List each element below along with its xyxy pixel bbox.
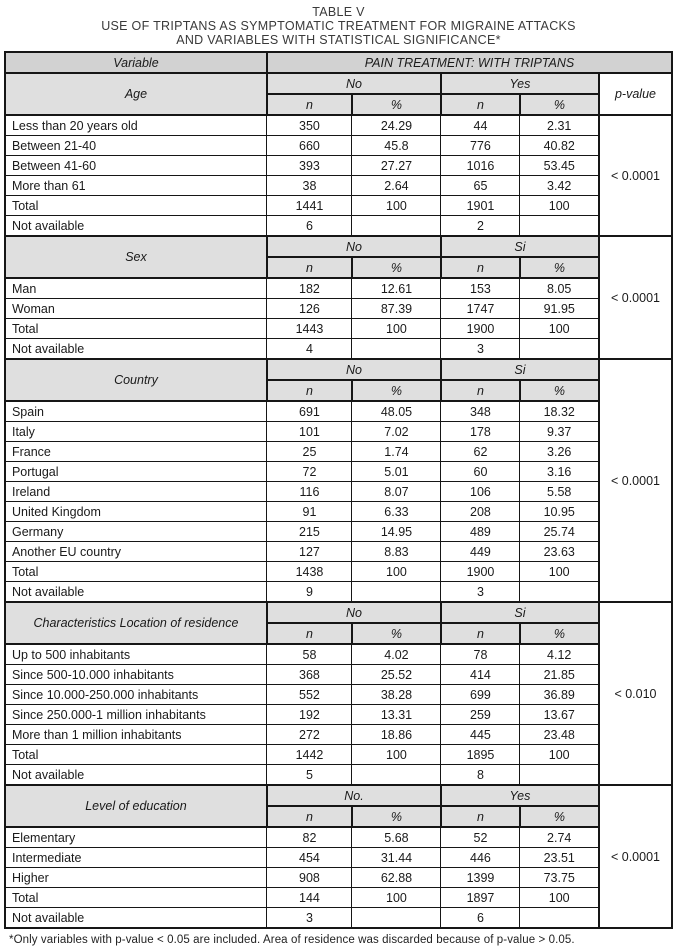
- group-no-header-cell: No: [267, 602, 441, 623]
- data-cell: 1438: [267, 562, 352, 582]
- data-cell: 1901: [441, 196, 520, 216]
- table-row: [5, 542, 672, 562]
- row-label-cell: Woman: [5, 299, 267, 319]
- data-cell: 153: [441, 278, 520, 299]
- data-cell: 368: [267, 665, 352, 685]
- n-header-cell: n: [267, 94, 352, 115]
- row-label-cell: Since 250.000-1 million inhabitants: [5, 705, 267, 725]
- n-header-cell: n: [267, 806, 352, 827]
- row-label-cell: Less than 20 years old: [5, 115, 267, 136]
- section-header-row: [5, 359, 672, 380]
- data-cell: 3: [441, 339, 520, 360]
- data-cell: 100: [520, 745, 599, 765]
- table-header-row: [5, 52, 672, 73]
- data-cell: 126: [267, 299, 352, 319]
- table-row: [5, 156, 672, 176]
- data-cell: 8.05: [520, 278, 599, 299]
- pct-header-cell: %: [352, 380, 441, 401]
- row-label-cell: Total: [5, 888, 267, 908]
- data-cell: 106: [441, 482, 520, 502]
- data-cell: 1443: [267, 319, 352, 339]
- section-header-row: [5, 785, 672, 806]
- table-row: [5, 685, 672, 705]
- section-header-cell: Level of education: [5, 785, 267, 827]
- data-cell: 36.89: [520, 685, 599, 705]
- table-row: [5, 745, 672, 765]
- data-cell: [520, 908, 599, 929]
- data-cell: 23.48: [520, 725, 599, 745]
- data-cell: 73.75: [520, 868, 599, 888]
- pct-header-cell: %: [520, 94, 599, 115]
- pct-header-cell: %: [520, 806, 599, 827]
- data-cell: 100: [520, 196, 599, 216]
- data-cell: 127: [267, 542, 352, 562]
- data-cell: 1900: [441, 562, 520, 582]
- data-cell: 82: [267, 827, 352, 848]
- data-cell: 1895: [441, 745, 520, 765]
- data-cell: 24.29: [352, 115, 441, 136]
- data-cell: 4: [267, 339, 352, 360]
- data-cell: 13.67: [520, 705, 599, 725]
- data-table: [4, 51, 673, 929]
- table-row: [5, 299, 672, 319]
- row-label-cell: Italy: [5, 422, 267, 442]
- row-label-cell: Portugal: [5, 462, 267, 482]
- data-cell: 52: [441, 827, 520, 848]
- table-row: [5, 522, 672, 542]
- row-label-cell: Total: [5, 562, 267, 582]
- data-cell: 87.39: [352, 299, 441, 319]
- data-cell: 23.51: [520, 848, 599, 868]
- table-row: [5, 462, 672, 482]
- data-cell: 101: [267, 422, 352, 442]
- pct-header-cell: %: [352, 806, 441, 827]
- table-row: [5, 765, 672, 786]
- data-cell: 414: [441, 665, 520, 685]
- group-yes-header-cell: Si: [441, 359, 599, 380]
- row-label-cell: Ireland: [5, 482, 267, 502]
- data-cell: 348: [441, 401, 520, 422]
- data-cell: 44: [441, 115, 520, 136]
- section-header-cell: Country: [5, 359, 267, 401]
- data-cell: 3.42: [520, 176, 599, 196]
- data-cell: 776: [441, 136, 520, 156]
- pvalue-cell: < 0.0001: [599, 236, 672, 359]
- pct-header-cell: %: [520, 623, 599, 644]
- table-row: [5, 562, 672, 582]
- table-row: [5, 705, 672, 725]
- data-cell: 449: [441, 542, 520, 562]
- data-cell: 18.86: [352, 725, 441, 745]
- row-label-cell: Between 41-60: [5, 156, 267, 176]
- data-cell: [352, 765, 441, 786]
- data-cell: 3: [267, 908, 352, 929]
- table-row: [5, 582, 672, 603]
- data-cell: 6: [267, 216, 352, 237]
- n-header-cell: n: [441, 806, 520, 827]
- data-cell: 699: [441, 685, 520, 705]
- data-cell: 1900: [441, 319, 520, 339]
- section-header-cell: Age: [5, 73, 267, 115]
- group-no-header-cell: No: [267, 359, 441, 380]
- row-label-cell: Another EU country: [5, 542, 267, 562]
- data-cell: 100: [352, 888, 441, 908]
- table-row: [5, 725, 672, 745]
- table-row: [5, 908, 672, 929]
- row-label-cell: Between 21-40: [5, 136, 267, 156]
- data-cell: 215: [267, 522, 352, 542]
- section-header-row: [5, 602, 672, 623]
- table-row: [5, 319, 672, 339]
- data-cell: 3.26: [520, 442, 599, 462]
- data-cell: 40.82: [520, 136, 599, 156]
- data-cell: 10.95: [520, 502, 599, 522]
- data-cell: 91.95: [520, 299, 599, 319]
- data-cell: 445: [441, 725, 520, 745]
- data-cell: [352, 216, 441, 237]
- data-cell: 14.95: [352, 522, 441, 542]
- data-cell: 1747: [441, 299, 520, 319]
- data-cell: 5.58: [520, 482, 599, 502]
- group-no-header-cell: No: [267, 73, 441, 94]
- row-label-cell: Germany: [5, 522, 267, 542]
- data-cell: 12.61: [352, 278, 441, 299]
- n-header-cell: n: [441, 380, 520, 401]
- row-label-cell: Not available: [5, 339, 267, 360]
- data-cell: 2: [441, 216, 520, 237]
- row-label-cell: Since 10.000-250.000 inhabitants: [5, 685, 267, 705]
- table-row: [5, 502, 672, 522]
- table-row: [5, 422, 672, 442]
- data-cell: 65: [441, 176, 520, 196]
- data-cell: 2.64: [352, 176, 441, 196]
- table-row: [5, 868, 672, 888]
- row-label-cell: Total: [5, 745, 267, 765]
- data-cell: 208: [441, 502, 520, 522]
- data-cell: 38.28: [352, 685, 441, 705]
- data-cell: 8: [441, 765, 520, 786]
- data-cell: 116: [267, 482, 352, 502]
- data-cell: 5.01: [352, 462, 441, 482]
- data-cell: 58: [267, 644, 352, 665]
- data-cell: 6.33: [352, 502, 441, 522]
- data-cell: 100: [352, 319, 441, 339]
- section-header-cell: Sex: [5, 236, 267, 278]
- data-cell: 25.74: [520, 522, 599, 542]
- row-label-cell: Intermediate: [5, 848, 267, 868]
- data-cell: 3: [441, 582, 520, 603]
- row-label-cell: Total: [5, 196, 267, 216]
- table-caption-line-1: USE OF TRIPTANS AS SYMPTOMATIC TREATMENT FOR MIGRAINE ATTACKS: [101, 19, 576, 33]
- data-cell: 182: [267, 278, 352, 299]
- data-cell: 9.37: [520, 422, 599, 442]
- table-row: [5, 665, 672, 685]
- data-cell: 48.05: [352, 401, 441, 422]
- data-cell: 1442: [267, 745, 352, 765]
- data-cell: 192: [267, 705, 352, 725]
- data-cell: 9: [267, 582, 352, 603]
- row-label-cell: Elementary: [5, 827, 267, 848]
- row-label-cell: Spain: [5, 401, 267, 422]
- data-cell: 1016: [441, 156, 520, 176]
- data-cell: 100: [352, 745, 441, 765]
- data-cell: 259: [441, 705, 520, 725]
- section-header-row: [5, 73, 672, 94]
- data-cell: 23.63: [520, 542, 599, 562]
- group-yes-header-cell: Si: [441, 236, 599, 257]
- data-cell: 908: [267, 868, 352, 888]
- data-cell: 100: [520, 319, 599, 339]
- pct-header-cell: %: [520, 257, 599, 278]
- data-cell: 272: [267, 725, 352, 745]
- data-cell: 1897: [441, 888, 520, 908]
- data-cell: 2.74: [520, 827, 599, 848]
- pct-header-cell: %: [352, 623, 441, 644]
- data-cell: 393: [267, 156, 352, 176]
- data-cell: [352, 339, 441, 360]
- data-cell: 8.07: [352, 482, 441, 502]
- treatment-header-cell: PAIN TREATMENT: WITH TRIPTANS: [267, 52, 672, 73]
- table-caption-line-2: AND VARIABLES WITH STATISTICAL SIGNIFICANCE*: [176, 33, 501, 47]
- row-label-cell: United Kingdom: [5, 502, 267, 522]
- data-cell: 144: [267, 888, 352, 908]
- table-row: [5, 196, 672, 216]
- data-cell: [520, 765, 599, 786]
- n-header-cell: n: [267, 257, 352, 278]
- row-label-cell: Not available: [5, 765, 267, 786]
- data-cell: [520, 339, 599, 360]
- table-row: [5, 278, 672, 299]
- data-cell: 60: [441, 462, 520, 482]
- data-cell: 100: [352, 196, 441, 216]
- data-cell: 13.31: [352, 705, 441, 725]
- group-yes-header-cell: Si: [441, 602, 599, 623]
- data-cell: 8.83: [352, 542, 441, 562]
- pvalue-cell: < 0.010: [599, 602, 672, 785]
- n-header-cell: n: [441, 257, 520, 278]
- table-row: [5, 442, 672, 462]
- row-label-cell: Total: [5, 319, 267, 339]
- footnote: *Only variables with p-value < 0.05 are included. Area of residence was discarded because of p-value > 0.05.: [9, 934, 575, 946]
- pvalue-header-cell: p-value: [599, 73, 672, 115]
- row-label-cell: Not available: [5, 582, 267, 603]
- data-cell: 446: [441, 848, 520, 868]
- data-cell: [520, 582, 599, 603]
- data-cell: 454: [267, 848, 352, 868]
- table-row: [5, 176, 672, 196]
- data-cell: 38: [267, 176, 352, 196]
- data-cell: 100: [520, 562, 599, 582]
- row-label-cell: Not available: [5, 908, 267, 929]
- group-yes-header-cell: Yes: [441, 73, 599, 94]
- table-body: [5, 52, 672, 928]
- data-cell: [352, 908, 441, 929]
- data-cell: 4.02: [352, 644, 441, 665]
- table-row: [5, 115, 672, 136]
- row-label-cell: Man: [5, 278, 267, 299]
- data-cell: 660: [267, 136, 352, 156]
- data-cell: [352, 582, 441, 603]
- table-title: [0, 0, 677, 47]
- data-cell: 62.88: [352, 868, 441, 888]
- table-row: [5, 848, 672, 868]
- data-cell: 72: [267, 462, 352, 482]
- data-cell: 3.16: [520, 462, 599, 482]
- data-cell: 1.74: [352, 442, 441, 462]
- data-cell: 100: [352, 562, 441, 582]
- data-cell: 31.44: [352, 848, 441, 868]
- section-header-row: [5, 236, 672, 257]
- table-row: [5, 401, 672, 422]
- n-header-cell: n: [267, 623, 352, 644]
- table-row: [5, 827, 672, 848]
- data-cell: 6: [441, 908, 520, 929]
- group-no-header-cell: No.: [267, 785, 441, 806]
- row-label-cell: Not available: [5, 216, 267, 237]
- data-cell: 178: [441, 422, 520, 442]
- table-row: [5, 888, 672, 908]
- data-cell: 350: [267, 115, 352, 136]
- data-cell: [520, 216, 599, 237]
- pvalue-cell: < 0.0001: [599, 115, 672, 236]
- data-cell: 7.02: [352, 422, 441, 442]
- table-row: [5, 644, 672, 665]
- pct-header-cell: %: [520, 380, 599, 401]
- data-cell: 5.68: [352, 827, 441, 848]
- data-cell: 100: [520, 888, 599, 908]
- data-cell: 21.85: [520, 665, 599, 685]
- table-row: [5, 482, 672, 502]
- data-cell: 91: [267, 502, 352, 522]
- row-label-cell: France: [5, 442, 267, 462]
- variable-header-cell: Variable: [5, 52, 267, 73]
- n-header-cell: n: [441, 623, 520, 644]
- row-label-cell: Higher: [5, 868, 267, 888]
- data-cell: 1399: [441, 868, 520, 888]
- data-cell: 489: [441, 522, 520, 542]
- data-cell: 691: [267, 401, 352, 422]
- pvalue-cell: < 0.0001: [599, 785, 672, 928]
- data-cell: 2.31: [520, 115, 599, 136]
- group-yes-header-cell: Yes: [441, 785, 599, 806]
- data-cell: 27.27: [352, 156, 441, 176]
- row-label-cell: More than 61: [5, 176, 267, 196]
- data-cell: 25.52: [352, 665, 441, 685]
- data-cell: 45.8: [352, 136, 441, 156]
- data-cell: 78: [441, 644, 520, 665]
- data-cell: 53.45: [520, 156, 599, 176]
- table-row: [5, 339, 672, 360]
- pct-header-cell: %: [352, 257, 441, 278]
- n-header-cell: n: [441, 94, 520, 115]
- row-label-cell: More than 1 million inhabitants: [5, 725, 267, 745]
- table-row: [5, 216, 672, 237]
- row-label-cell: Since 500-10.000 inhabitants: [5, 665, 267, 685]
- row-label-cell: Up to 500 inhabitants: [5, 644, 267, 665]
- data-cell: 1441: [267, 196, 352, 216]
- group-no-header-cell: No: [267, 236, 441, 257]
- data-cell: 4.12: [520, 644, 599, 665]
- section-header-cell: Characteristics Location of residence: [5, 602, 267, 644]
- n-header-cell: n: [267, 380, 352, 401]
- table-number: TABLE V: [312, 5, 365, 19]
- data-cell: 25: [267, 442, 352, 462]
- pct-header-cell: %: [352, 94, 441, 115]
- data-cell: 18.32: [520, 401, 599, 422]
- data-cell: 5: [267, 765, 352, 786]
- table-row: [5, 136, 672, 156]
- data-cell: 552: [267, 685, 352, 705]
- data-cell: 62: [441, 442, 520, 462]
- pvalue-cell: < 0.0001: [599, 359, 672, 602]
